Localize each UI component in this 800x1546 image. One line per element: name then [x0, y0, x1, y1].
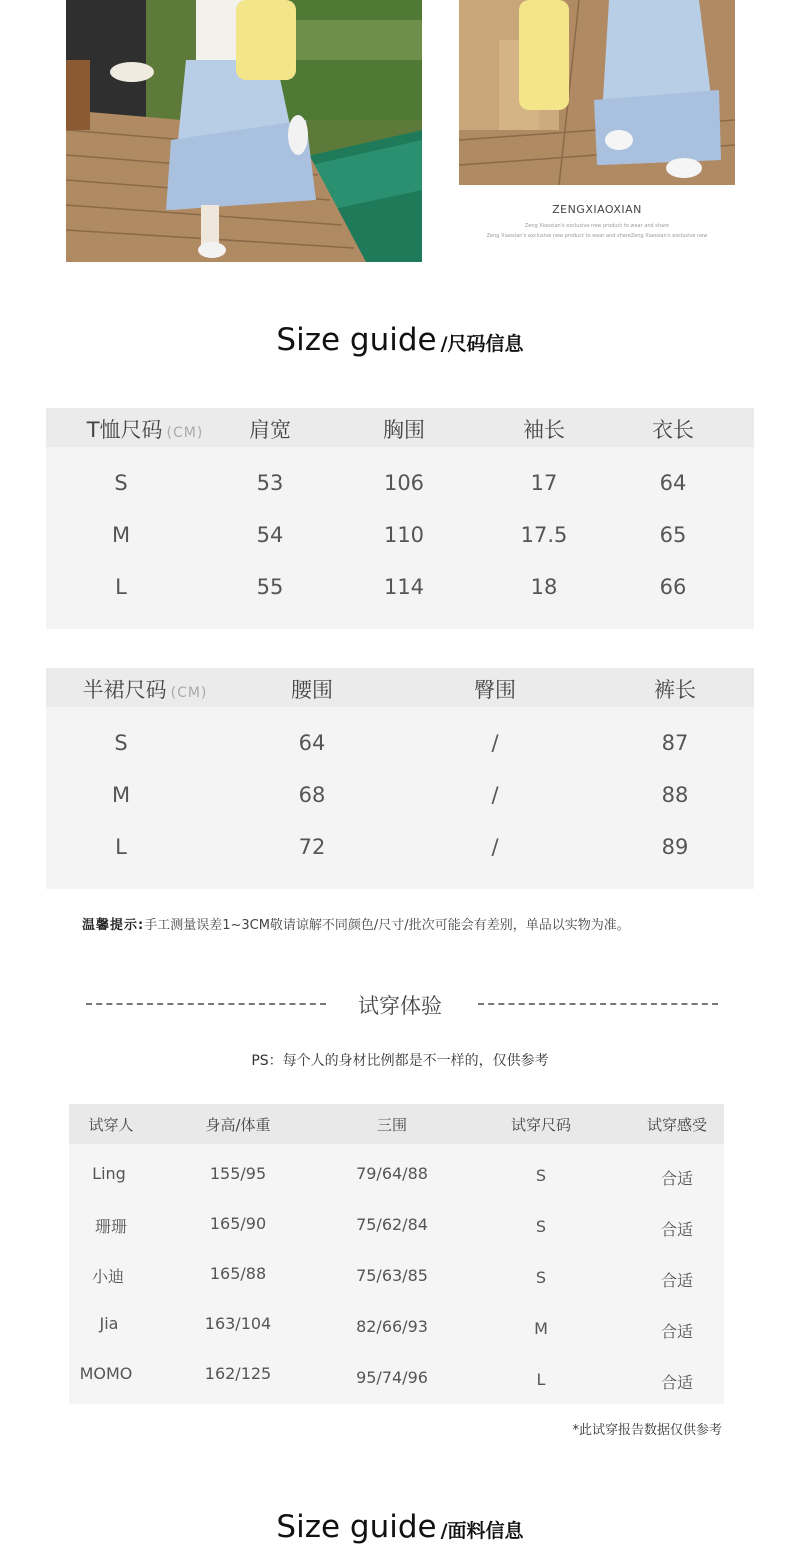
size-guide-subtitle: /尺码信息	[440, 333, 524, 355]
measurement-tip	[82, 914, 630, 933]
product-photo-right	[459, 0, 735, 185]
size-guide-heading	[0, 322, 800, 358]
size-guide-title: Size guide	[276, 322, 437, 358]
skirt-header-size: 半裙尺码 (CM)	[82, 678, 208, 702]
fabric-info-heading	[0, 1509, 800, 1545]
skirt-header-hip: 臀围	[474, 678, 516, 702]
brand-name: ZENGXIAOXIAN	[552, 203, 642, 216]
skirt-header-length: 裤长	[654, 678, 696, 702]
trial-ps-note: PS：每个人的身材比例都是不一样的，仅供参考	[251, 1053, 549, 1069]
trial-footnote: *此试穿报告数据仅供参考	[572, 1423, 722, 1438]
trial-header-feeling: 试穿感受	[646, 1116, 708, 1134]
trial-header-measurements: 三围	[376, 1116, 408, 1134]
tshirt-header-size: T恤尺码 (CM)	[86, 418, 204, 442]
tshirt-header-shoulder: 肩宽	[249, 418, 291, 442]
brand-tagline: Zeng Xiaoxian's exclusive new product to wear and share	[524, 223, 670, 229]
trial-header-size: 试穿尺码	[510, 1116, 572, 1134]
tshirt-header-sleeve: 袖长	[523, 418, 565, 442]
tip-label: 温馨提示:	[82, 918, 145, 933]
skirt-header-waist: 腰围	[291, 678, 333, 702]
tshirt-header-length: 衣长	[652, 418, 694, 442]
trial-header-height-weight: 身高/体重	[205, 1116, 271, 1134]
product-photo-left	[66, 0, 422, 262]
tshirt-header-chest: 胸围	[383, 418, 425, 442]
brand-tagline-2: Zeng Xiaoxian's exclusive new product to wear and shareZeng Xiaoxian's exclusive new	[486, 233, 708, 239]
trial-table	[69, 1104, 724, 1404]
divider-right	[478, 1003, 718, 1005]
tip-text: 手工测量误差1~3CM敬请谅解不同颜色/尺寸/批次可能会有差别，单品以实物为准。	[144, 918, 630, 933]
trial-heading: 试穿体验	[358, 994, 442, 1018]
fabric-guide-title: Size guide	[276, 1509, 437, 1545]
trial-header-person: 试穿人	[88, 1116, 134, 1134]
fabric-guide-subtitle: /面料信息	[440, 1520, 524, 1542]
